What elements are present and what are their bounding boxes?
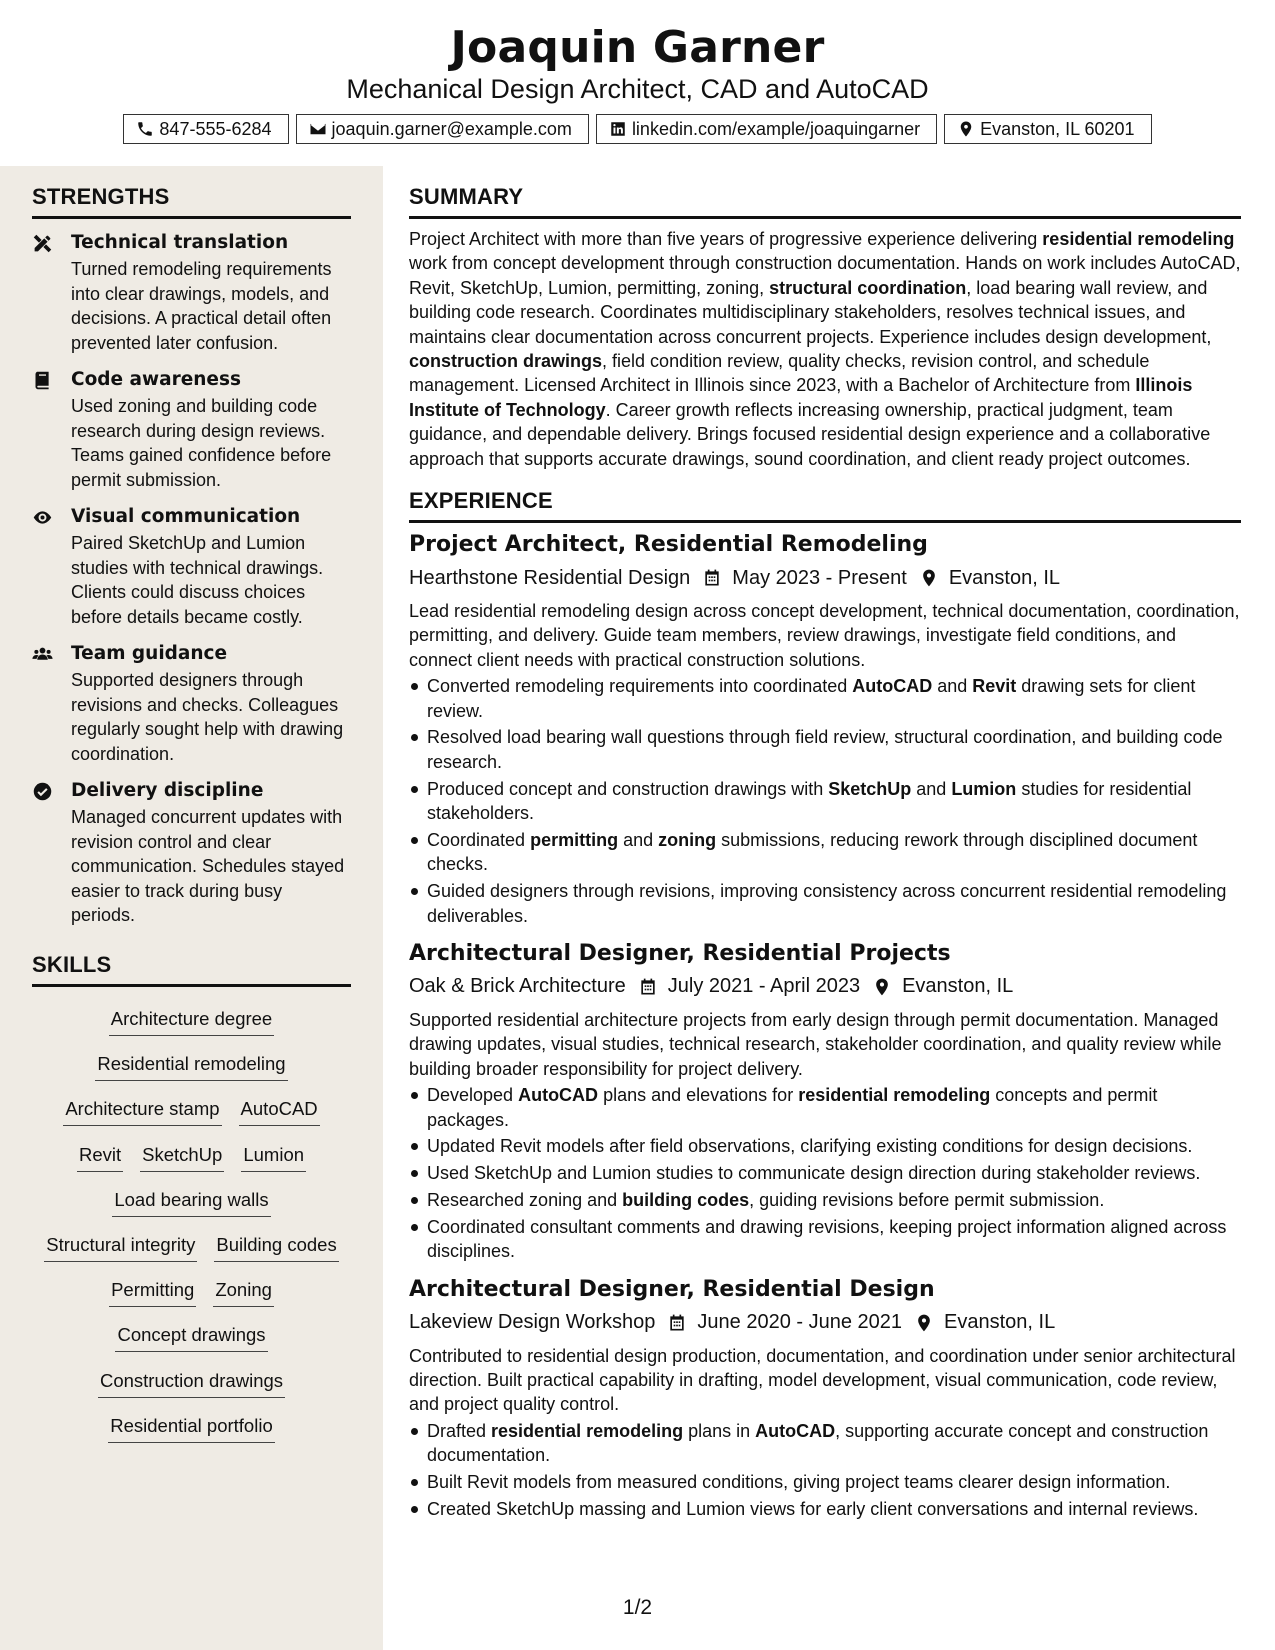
skill-row — [63, 1095, 319, 1140]
strength-item — [32, 780, 351, 928]
skill-tag: Lumion — [241, 1141, 306, 1172]
job-bullet — [409, 1215, 1241, 1264]
strength-title: Delivery discipline — [71, 780, 264, 801]
skill-row — [95, 1050, 287, 1095]
skill-tag: Revit — [77, 1141, 123, 1172]
skills-list — [32, 1005, 351, 1457]
job-title: Architectural Designer, Residential Design — [409, 1276, 935, 1302]
job-bullet — [409, 777, 1241, 826]
summary-bold-run: Illinois Institute of Technology — [409, 375, 1193, 420]
summary-run: , field condition review, quality checks, revision control, and schedule management. Licensed Architect in Illinois since 2023, with a Bachelor of Architecture from — [409, 351, 1150, 396]
skill-row — [112, 1186, 270, 1231]
skills-section — [32, 952, 351, 1457]
skill-tag: Architecture degree — [109, 1005, 274, 1036]
job-title: Project Architect, Residential Remodeling — [409, 532, 928, 558]
check-circle-icon — [32, 781, 53, 802]
strength-item — [32, 369, 351, 492]
skills-heading: SKILLS — [32, 952, 351, 987]
strength-item — [32, 506, 351, 629]
skill-row — [109, 1276, 274, 1321]
contact-location — [944, 114, 1151, 144]
skill-row — [98, 1367, 285, 1412]
job-company: Lakeview Design Workshop — [409, 1311, 656, 1334]
skill-tag: Architecture stamp — [63, 1095, 221, 1126]
candidate-name: Joaquin Garner — [450, 22, 825, 73]
strength-title: Visual communication — [71, 506, 301, 527]
job-bullets — [409, 1083, 1241, 1263]
summary-run: . Career growth reflects increasing ownership, practical judgment, team guidance, and dependable delivery. Brings focused residential design experience and a collaborative approach that supports accurate drawings, sound coordination, and client ready project outcomes. — [409, 399, 1211, 469]
contact-phone[interactable] — [123, 114, 288, 144]
bullet-run: submissions, reducing rework through disciplined document checks. — [427, 829, 1198, 875]
strength-desc: Turned remodeling requirements into clear drawings, models, and decisions. A practical detail often prevented later confusion. — [71, 259, 332, 353]
strength-item — [32, 232, 351, 355]
experience-section — [409, 488, 1241, 1521]
summary-bold-run: residential remodeling — [1042, 229, 1235, 249]
bullet-run: plans in — [683, 1420, 756, 1441]
bullet-run: Converted remodeling requirements into coordinated — [427, 676, 853, 697]
book-icon — [32, 370, 53, 391]
bullet-run: , supporting accurate concept and construction documentation. — [427, 1420, 1209, 1466]
candidate-title: Mechanical Design Architect, CAD and AutoCAD — [346, 74, 929, 104]
bullet-run: Coordinated consultant comments and drawing revisions, keeping project information aligned across disciplines. — [427, 1216, 1227, 1262]
summary-run: , load bearing wall review, and building code research. Coordinates multidisciplinary stakeholders, resolves technical issues, and maintains clear documentation across concurrent projects. Experience includes design development, — [409, 277, 1212, 347]
job-dates: June 2020 - June 2021 — [697, 1311, 903, 1334]
bullet-bold-run: SketchUp — [828, 778, 912, 799]
map-pin-icon — [919, 568, 939, 588]
job-bullet — [409, 1134, 1241, 1158]
job-bullet — [409, 1161, 1241, 1185]
map-pin-icon — [914, 1313, 934, 1333]
bullet-run: Resolved load bearing wall questions through field review, structural coordination, and building code research. — [427, 727, 1223, 772]
bullet-bold-run: Lumion — [951, 778, 1017, 799]
summary-text — [409, 227, 1241, 471]
bullet-run: studies for residential stakeholders. — [427, 778, 1192, 824]
job-description: Lead residential remodeling design across concept development, technical documentation, coordination, permitting, and delivery. Guide team members, review drawings, investigate field conditions, and connect client needs with practical construction solutions. — [409, 601, 1240, 670]
contact-bar — [0, 114, 1275, 144]
bullet-run: Built Revit models from measured conditions, giving project teams clearer design information. — [427, 1471, 1171, 1492]
job-bullet — [409, 1497, 1241, 1521]
job-bullet — [409, 1083, 1241, 1132]
job-meta — [409, 1310, 1241, 1336]
summary-bold-run: construction drawings — [409, 351, 603, 372]
summary-bold-run: structural coordination — [769, 277, 967, 298]
skill-tag: Load bearing walls — [112, 1186, 270, 1217]
calendar-icon — [667, 1313, 687, 1333]
job-description: Contributed to residential design production, documentation, and coordination under senior architectural direction. Built practical capability in drafting, model development, visual communication, code review, and project quality control. — [409, 1345, 1236, 1415]
strength-title: Code awareness — [71, 369, 241, 390]
pencil-ruler-icon — [32, 233, 53, 254]
job-bullets — [409, 1419, 1241, 1521]
bullet-run: Researched zoning and — [427, 1189, 623, 1210]
strength-desc: Paired SketchUp and Lumion studies with technical drawings. Clients could discuss choices before details became costly. — [71, 533, 324, 627]
bullet-run: Used SketchUp and Lumion studies to communicate design direction during stakeholder reviews. — [427, 1163, 1201, 1184]
job-entry — [409, 941, 1241, 1264]
contact-phone-text: 847-555-6284 — [159, 118, 272, 139]
bullet-run: drawing sets for client review. — [427, 676, 1196, 721]
job-description: Supported residential architecture projects from early design through permit documentation. Managed drawing updates, visual studies, technical research, stakeholder coordination, and quality review while building broader responsibility for project delivery. — [409, 1009, 1222, 1079]
skill-tag: AutoCAD — [239, 1095, 320, 1126]
calendar-icon — [638, 977, 658, 997]
job-bullet — [409, 1188, 1241, 1212]
strength-title: Technical translation — [71, 232, 289, 253]
job-location: Evanston, IL — [948, 566, 1060, 589]
envelope-icon — [309, 120, 327, 138]
summary-run: work from concept development through construction documentation. Hands on work includes AutoCAD, Revit, SketchUp, Lumion, permitting, zoning, — [409, 253, 1241, 298]
bullet-run: Created SketchUp massing and Lumion views for early client conversations and internal reviews. — [427, 1498, 1199, 1519]
skill-tag: Structural integrity — [44, 1231, 197, 1262]
resume-header — [0, 0, 1275, 166]
summary-heading: SUMMARY — [409, 184, 1241, 219]
job-title: Architectural Designer, Residential Projects — [409, 940, 951, 966]
strengths-heading: STRENGTHS — [32, 184, 351, 219]
linkedin-icon — [609, 120, 627, 138]
bullet-bold-run: building codes — [622, 1189, 750, 1210]
job-dates: May 2023 - Present — [732, 566, 907, 589]
contact-email-text: joaquin.garner@example.com — [331, 118, 572, 139]
job-company: Hearthstone Residential Design — [409, 566, 691, 589]
skill-row — [108, 1412, 274, 1457]
strengths-section — [32, 184, 351, 942]
bullet-bold-run: AutoCAD — [852, 676, 933, 697]
skill-row — [44, 1231, 338, 1276]
summary-run: Project Architect with more than five years of progressive experience delivering — [409, 229, 1043, 249]
skill-tag: Permitting — [109, 1276, 196, 1307]
job-bullet — [409, 1470, 1241, 1494]
bullet-run: Developed — [427, 1085, 519, 1106]
skill-tag: Building codes — [214, 1231, 338, 1262]
skill-tag: Residential portfolio — [108, 1412, 274, 1443]
strength-desc: Supported designers through revisions and checks. Colleagues regularly sought help with drawing coordination. — [71, 670, 344, 764]
eye-icon — [32, 507, 53, 528]
summary-section — [409, 184, 1241, 471]
sidebar — [0, 166, 383, 1650]
contact-email[interactable] — [296, 114, 589, 144]
skill-tag: Residential remodeling — [95, 1050, 287, 1081]
map-pin-icon — [872, 977, 892, 997]
bullet-bold-run: residential remodeling — [798, 1085, 991, 1106]
skill-row — [115, 1321, 267, 1366]
job-location: Evanston, IL — [902, 975, 1014, 998]
job-bullet — [409, 1419, 1241, 1468]
bullet-run: Guided designers through revisions, improving consistency across concurrent residential remodeling deliverables. — [427, 881, 1227, 926]
bullet-bold-run: zoning — [658, 829, 717, 850]
job-meta — [409, 565, 1241, 591]
bullet-run: Updated Revit models after field observations, clarifying existing conditions for design decisions. — [427, 1136, 1193, 1157]
skill-row — [77, 1141, 306, 1186]
map-pin-icon — [957, 120, 975, 138]
job-dates: July 2021 - April 2023 — [667, 975, 861, 998]
bullet-bold-run: AutoCAD — [755, 1420, 836, 1441]
bullet-run: concepts and permit packages. — [427, 1085, 1158, 1130]
job-bullet — [409, 725, 1241, 774]
bullet-run: and — [618, 829, 659, 850]
job-bullets — [409, 674, 1241, 928]
main-content — [409, 166, 1241, 1524]
phone-icon — [136, 120, 154, 138]
job-meta — [409, 974, 1241, 1000]
bullet-bold-run: Revit — [972, 676, 1017, 697]
bullet-run: Coordinated — [427, 829, 531, 850]
job-entry — [409, 532, 1241, 928]
strength-item — [32, 643, 351, 766]
bullet-run: plans and elevations for — [598, 1085, 799, 1106]
contact-linkedin[interactable] — [596, 114, 937, 144]
job-entry — [409, 1277, 1241, 1522]
bullet-run: Produced concept and construction drawings with — [427, 778, 829, 799]
page-number: 1/2 — [622, 1596, 653, 1619]
strength-desc: Used zoning and building code research during design reviews. Teams gained confidence before permit submission. — [71, 396, 332, 490]
experience-heading: EXPERIENCE — [409, 488, 1241, 523]
bullet-bold-run: permitting — [530, 829, 619, 850]
calendar-icon — [702, 568, 722, 588]
job-bullet — [409, 674, 1241, 723]
skill-row — [109, 1005, 274, 1050]
strength-title: Team guidance — [71, 643, 228, 664]
skill-tag: Concept drawings — [115, 1321, 267, 1352]
job-bullet — [409, 828, 1241, 877]
bullet-bold-run: AutoCAD — [518, 1085, 599, 1106]
bullet-run: Drafted — [427, 1420, 492, 1441]
bullet-run: and — [932, 676, 973, 697]
contact-linkedin-text: linkedin.com/example/joaquingarner — [631, 118, 921, 139]
job-company: Oak & Brick Architecture — [409, 975, 626, 998]
skill-tag: SketchUp — [140, 1141, 224, 1172]
contact-location-text: Evanston, IL 60201 — [980, 118, 1135, 139]
skill-tag: Zoning — [213, 1276, 274, 1307]
job-bullet — [409, 879, 1241, 928]
bullet-run: , guiding revisions before permit submission. — [749, 1189, 1105, 1210]
skill-tag: Construction drawings — [98, 1367, 285, 1398]
bullet-bold-run: residential remodeling — [491, 1420, 684, 1441]
strength-desc: Managed concurrent updates with revision control and clear communication. Schedules stayed easier to track during busy periods. — [71, 807, 345, 925]
bullet-run: and — [911, 778, 952, 799]
job-location: Evanston, IL — [944, 1311, 1056, 1334]
users-icon — [32, 644, 53, 665]
